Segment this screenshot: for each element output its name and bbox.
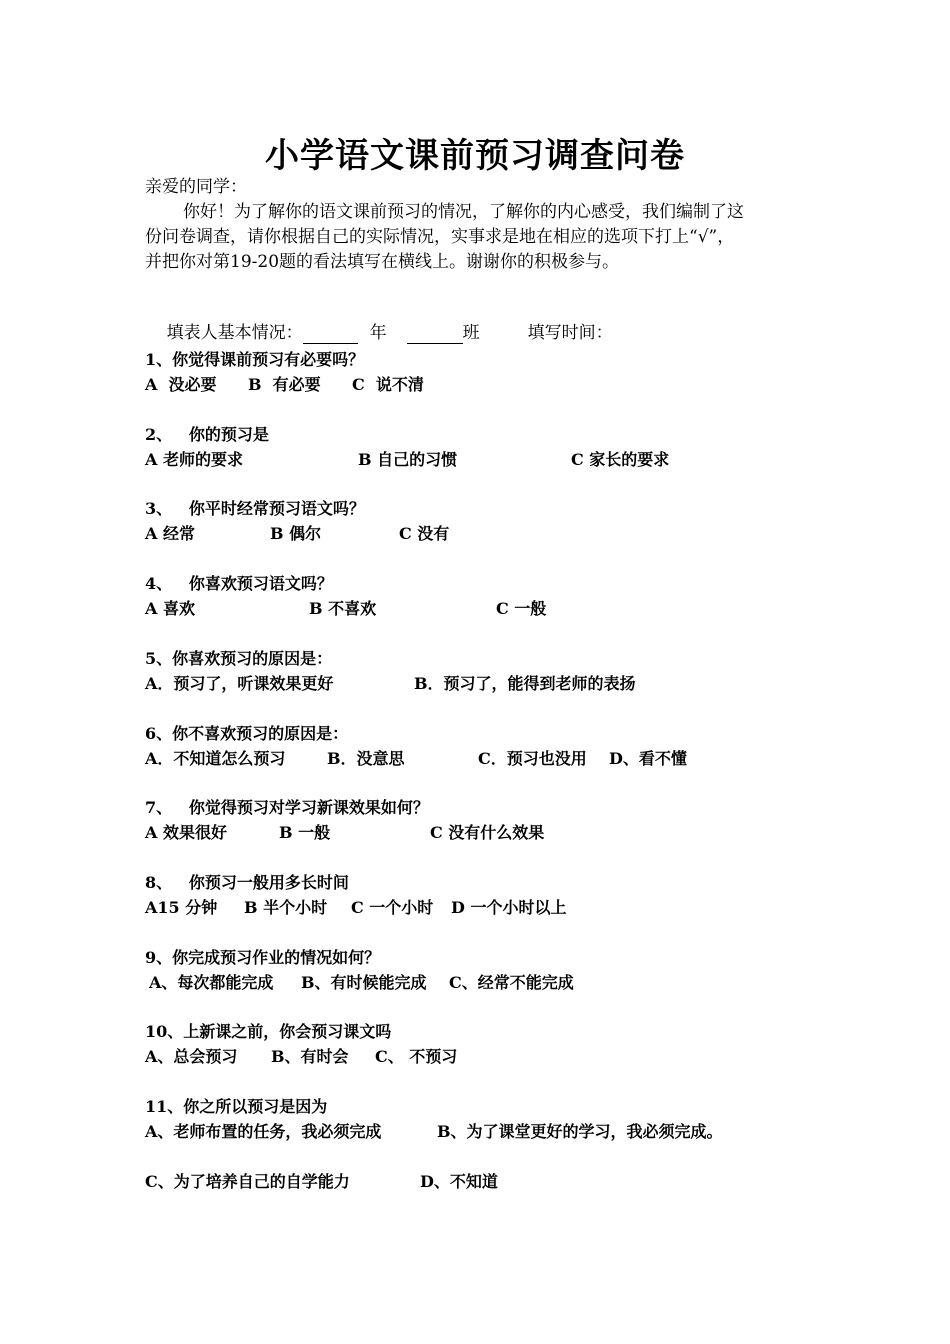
q11-option-a[interactable]: A、老师布置的任务，我必须完成 [145, 1122, 382, 1141]
question-3: 3、 你平时经常预习语文吗？ [145, 499, 365, 518]
q8-option-c[interactable]: C 一个小时 [351, 898, 434, 917]
question-2: 2、 你的预习是 [145, 425, 269, 444]
question-7: 7、 你觉得预习对学习新课效果如何？ [145, 798, 429, 817]
basic-info-label: 填表人基本情况： [166, 323, 303, 343]
q6-option-a[interactable]: A．不知道怎么预习 [145, 749, 286, 768]
q1-option-a[interactable]: A 没必要 [145, 375, 217, 394]
greeting: 亲爱的同学： [145, 177, 247, 197]
intro-line-3: 并把你对第19-20题的看法填写在横线上。谢谢你的积极参与。 [145, 252, 620, 272]
question-5: 5、你喜欢预习的原因是： [145, 649, 333, 668]
class-label: 班 [462, 323, 480, 343]
q6-option-b[interactable]: B．没意思 [327, 749, 405, 768]
q3-option-b[interactable]: B 偶尔 [270, 524, 322, 543]
question-11: 11、你之所以预习是因为 [145, 1097, 328, 1116]
question-4: 4、 你喜欢预习语文吗？ [145, 574, 333, 593]
q9-option-c[interactable]: C、经常不能完成 [449, 973, 574, 992]
grade-blank[interactable] [303, 325, 358, 344]
q3-option-c[interactable]: C 没有 [399, 524, 450, 543]
q4-option-c[interactable]: C 一般 [496, 599, 547, 618]
q1-option-b[interactable]: B 有必要 [248, 375, 321, 394]
q4-option-a[interactable]: A 喜欢 [145, 599, 195, 618]
class-blank[interactable] [407, 325, 463, 344]
q4-option-b[interactable]: B 不喜欢 [309, 599, 377, 618]
q7-option-c[interactable]: C 没有什么效果 [430, 823, 545, 842]
question-10: 10、上新课之前，你会预习课文吗 [145, 1022, 392, 1041]
q9-option-a[interactable]: A、每次都能完成 [149, 973, 274, 992]
q10-option-c[interactable]: C、 不预习 [375, 1047, 458, 1066]
q11-option-d[interactable]: D、不知道 [420, 1172, 498, 1191]
q7-option-b[interactable]: B 一般 [279, 823, 331, 842]
question-6: 6、你不喜欢预习的原因是： [145, 724, 349, 743]
intro-line-2: 份问卷调查，请你根据自己的实际情况，实事求是地在相应的选项下打上“√”， [145, 227, 735, 247]
year-label: 年 [369, 323, 387, 343]
question-1: 1、你觉得课前预习有必要吗？ [145, 350, 365, 369]
fill-time-label: 填写时间： [527, 323, 613, 343]
question-9: 9、你完成预习作业的情况如何？ [145, 948, 381, 967]
intro-line-1: 你好！为了解你的语文课前预习的情况，了解你的内心感受，我们编制了这 [183, 202, 744, 222]
q6-option-d[interactable]: D、看不懂 [609, 749, 687, 768]
q2-option-b[interactable]: B 自己的习惯 [358, 450, 458, 469]
q7-option-a[interactable]: A 效果很好 [145, 823, 227, 842]
q8-option-a[interactable]: A15 分钟 [145, 898, 218, 917]
q9-option-b[interactable]: B、有时候能完成 [301, 973, 427, 992]
q5-option-a[interactable]: A．预习了，听课效果更好 [145, 674, 334, 693]
q5-option-b[interactable]: B．预习了，能得到老师的表扬 [414, 674, 636, 693]
question-8: 8、 你预习一般用多长时间 [145, 873, 349, 892]
q1-option-c[interactable]: C 说不清 [352, 375, 424, 394]
q11-option-c[interactable]: C、为了培养自己的自学能力 [145, 1172, 350, 1191]
q8-option-d[interactable]: D 一个小时以上 [451, 898, 567, 917]
q10-option-b[interactable]: B、有时会 [271, 1047, 349, 1066]
page-title: 小学语文课前预习调查问卷 [265, 136, 685, 176]
q10-option-a[interactable]: A、总会预习 [145, 1047, 238, 1066]
q2-option-a[interactable]: A 老师的要求 [145, 450, 243, 469]
q2-option-c[interactable]: C 家长的要求 [571, 450, 670, 469]
q8-option-b[interactable]: B 半个小时 [244, 898, 328, 917]
q3-option-a[interactable]: A 经常 [145, 524, 195, 543]
q11-option-b[interactable]: B、为了课堂更好的学习，我必须完成。 [437, 1122, 723, 1141]
q6-option-c[interactable]: C．预习也没用 [478, 749, 587, 768]
